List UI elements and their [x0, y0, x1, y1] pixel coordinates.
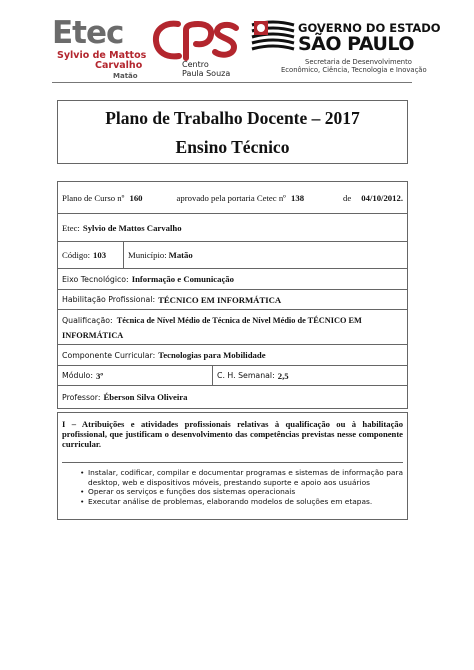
portaria-value: 138: [291, 192, 305, 203]
municipio-label: Município:: [128, 250, 167, 260]
etec-label: Etec:: [62, 222, 80, 233]
cps-logo: [152, 20, 242, 78]
bullet-icon: •: [80, 487, 85, 497]
list-item-text: Executar análise de problemas, elaborando modelos de soluções em etapas.: [88, 496, 373, 506]
course-info-table: [57, 181, 408, 409]
componente-row: [58, 345, 407, 366]
codigo-row: [58, 242, 407, 269]
sao-paulo-flag-icon: [250, 19, 296, 57]
etec-logo-name: Etec: [52, 15, 124, 51]
secretaria-line1: Secretaria de Desenvolvimento: [305, 58, 412, 66]
page-subtitle: Ensino Técnico: [175, 137, 290, 157]
habilitacao-value: TÉCNICO EM INFORMÁTICA: [158, 294, 282, 305]
header-divider: [52, 82, 412, 83]
cps-logo-text: [182, 60, 230, 78]
modulo-label: Módulo:: [62, 371, 93, 380]
etec-logo-line1: Sylvio de Mattos: [57, 50, 147, 61]
list-item: [58, 487, 403, 497]
cps-logo-line1: Centro: [182, 60, 209, 69]
list-item-text: Operar os serviços e funções dos sistemas operacionais: [88, 487, 296, 497]
qualificacao-row: [58, 310, 407, 345]
page-title: Plano de Trabalho Docente – 2017: [105, 108, 360, 128]
date-value: 04/10/2012.: [361, 192, 403, 203]
section-heading: I – Atribuições e atividades profissionais relativas à qualificação ou à habilitação profissional, que justificam o desenvolvimento das competências previstas nesse componente curricular.: [62, 419, 403, 463]
secretaria-line2: Econômico, Ciência, Tecnologia e Inovação: [281, 66, 427, 74]
habilitacao-row: [58, 290, 407, 310]
municipio-value: Matão: [168, 250, 193, 260]
eixo-label: Eixo Tecnológico:: [62, 274, 129, 284]
professor-value: Éberson Silva Oliveira: [103, 392, 188, 402]
professor-label: Professor:: [62, 392, 101, 402]
government-line2: SÃO PAULO: [298, 33, 414, 55]
modulo-row: [58, 366, 407, 386]
codigo-value: 103: [93, 250, 107, 260]
habilitacao-label: Habilitação Profissional:: [62, 295, 156, 304]
bullet-icon: •: [80, 496, 85, 506]
eixo-row: [58, 269, 407, 290]
eixo-value: Informação e Comunicação: [131, 274, 234, 284]
qualificacao-value: Técnica de Nível Médio de Técnica de Nível Médio de TÉCNICO EM INFORMÁTICA: [62, 316, 362, 340]
government-logo: [250, 19, 450, 79]
list-item-text: Instalar, codificar, compilar e documentar programas e sistemas de informação para desktop, web e dispositivos móveis, prestando suporte e apoio aos usuários: [88, 468, 403, 487]
list-item: [58, 497, 403, 507]
etec-logo: [52, 15, 147, 81]
date-label: de: [343, 192, 352, 203]
section-attributions: [57, 412, 408, 520]
plano-value: 160: [129, 192, 143, 203]
cps-logo-line2: Paula Souza: [182, 69, 231, 78]
bullet-icon: •: [80, 468, 85, 477]
government-line1: GOVERNO DO ESTADO: [298, 21, 441, 35]
qualificacao-label: Qualificação:: [62, 316, 113, 325]
ch-value: 2,5: [277, 370, 289, 381]
title-box: [57, 100, 408, 164]
list-item: [58, 468, 403, 487]
cps-logo-mark: [152, 20, 240, 62]
etec-logo-line2: Carvalho: [95, 60, 143, 71]
professor-row: [58, 386, 407, 408]
componente-label: Componente Curricular:: [62, 350, 156, 360]
etec-row: [58, 214, 407, 242]
codigo-label: Código:: [62, 250, 90, 260]
portaria-label: aprovado pela portaria Cetec nº: [176, 192, 286, 203]
attributions-list: [58, 468, 403, 506]
plano-label: Plano de Curso nº: [62, 192, 125, 203]
ch-label: C. H. Semanal:: [217, 371, 275, 380]
plano-row: [58, 182, 407, 214]
modulo-value: 3º: [95, 370, 104, 381]
etec-logo-city: Matão: [113, 72, 138, 80]
componente-value: Tecnologias para Mobilidade: [158, 350, 266, 360]
etec-value: Sylvio de Mattos Carvalho: [82, 222, 182, 233]
